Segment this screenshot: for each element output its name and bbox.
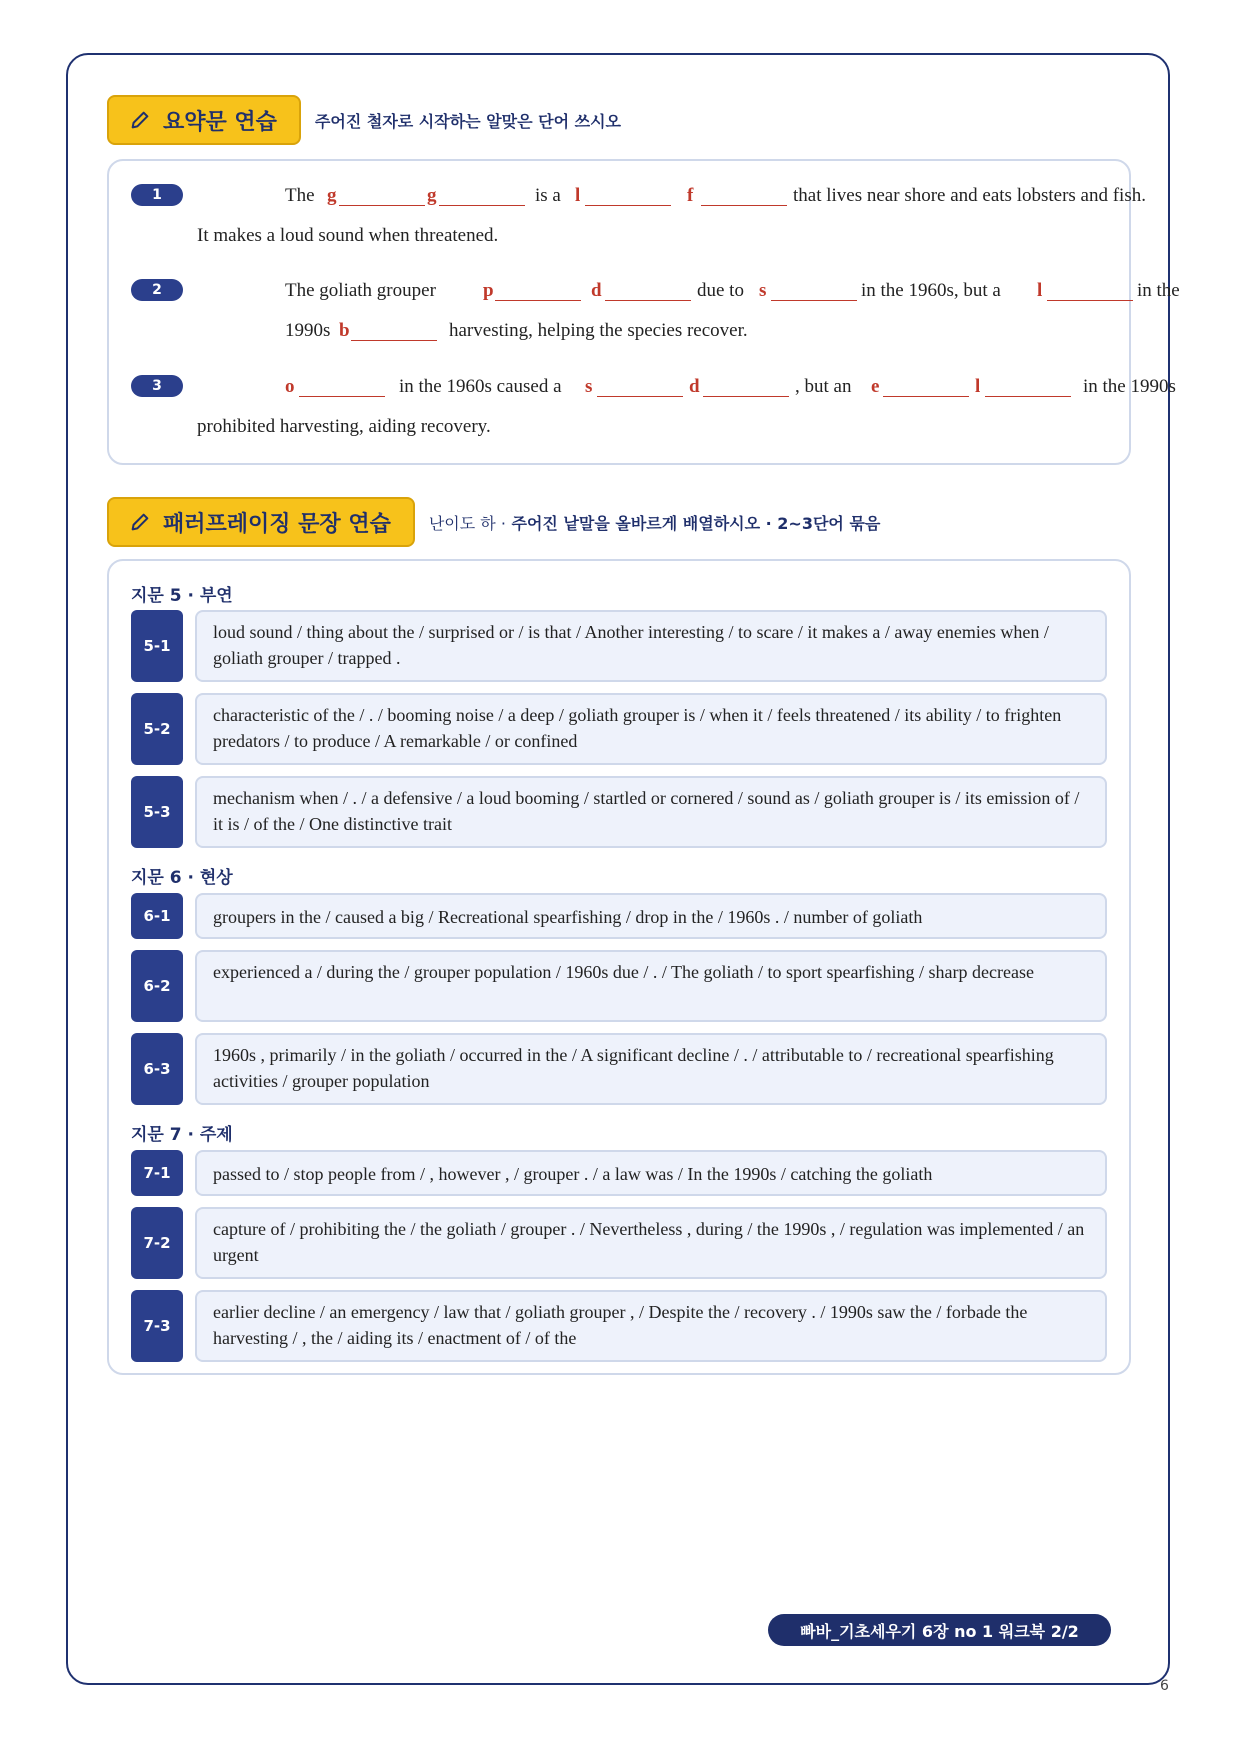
- paraphrase-row: [131, 1150, 1107, 1196]
- row-number: 7-2: [131, 1207, 183, 1279]
- pencil-icon: [129, 109, 151, 131]
- hint-letter: f: [687, 185, 694, 206]
- answer-blank[interactable]: [883, 376, 969, 397]
- summary-title: 요약문 연습: [163, 109, 277, 135]
- paraphrase-row: [131, 950, 1107, 1022]
- hint-letter: d: [689, 376, 700, 397]
- summary-header: [107, 95, 621, 145]
- answer-blank[interactable]: [771, 280, 857, 301]
- paraphrase-row: [131, 1207, 1107, 1279]
- paraphrase-header: [107, 497, 880, 547]
- text: in the 1960s caused a: [399, 376, 562, 397]
- instruction-text: 주어진 낱말을 올바르게 배열하시오 · 2~3단어 묶음: [511, 513, 881, 533]
- row-number: 7-1: [131, 1150, 183, 1196]
- hint-letter: e: [871, 376, 880, 397]
- word-chunks: passed to / stop people from / , however , / grouper . / a law was / In the 1990s / catching the goliath: [195, 1150, 1107, 1196]
- answer-blank[interactable]: [701, 185, 787, 206]
- text: is a: [535, 185, 561, 206]
- text: prohibited harvesting, aiding recovery.: [197, 416, 491, 437]
- paraphrase-instruction: [429, 511, 881, 534]
- page-number: 6: [1160, 1678, 1169, 1694]
- answer-blank[interactable]: [703, 376, 789, 397]
- text: in the: [1137, 280, 1180, 301]
- answer-blank[interactable]: [351, 320, 437, 341]
- summary-item-1: [131, 185, 1146, 255]
- row-number: 5-3: [131, 776, 183, 848]
- word-chunks: groupers in the / caused a big / Recreational spearfishing / drop in the / 1960s . / number of goliath: [195, 893, 1107, 939]
- hint-letter: l: [575, 185, 581, 206]
- summary-number: 3: [131, 375, 183, 397]
- text: 1990s: [285, 320, 331, 341]
- word-chunks: characteristic of the / . / booming noise / a deep / goliath grouper is / when it / feels threatened / its ability / to frighten predators / to produce / A remarkable / or confined: [195, 693, 1107, 765]
- text: in the 1990s: [1083, 376, 1176, 397]
- answer-blank[interactable]: [439, 185, 525, 206]
- difficulty-label: 난이도 하 ·: [428, 513, 506, 533]
- word-chunks: experienced a / during the / grouper population / 1960s due / . / The goliath / to sport spearfishing / sharp decrease: [195, 950, 1107, 1022]
- footer-label: 빠바_기초세우기 6장 no 1 워크북 2/2: [768, 1614, 1111, 1646]
- answer-blank[interactable]: [585, 185, 671, 206]
- summary-number: 1: [131, 184, 183, 206]
- row-number: 5-1: [131, 610, 183, 682]
- hint-letter: l: [1037, 280, 1043, 301]
- hint-letter: b: [339, 320, 350, 341]
- text: , but an: [795, 376, 852, 397]
- paraphrase-box: [107, 559, 1131, 1375]
- text: harvesting, helping the species recover.: [449, 320, 748, 341]
- summary-item-3: [131, 376, 1176, 446]
- answer-blank[interactable]: [605, 280, 691, 301]
- row-number: 6-3: [131, 1033, 183, 1105]
- hint-letter: p: [483, 280, 494, 301]
- summary-instruction: 주어진 철자로 시작하는 알맞은 단어 쓰시오: [314, 111, 621, 131]
- text: in the 1960s, but a: [861, 280, 1001, 301]
- pencil-icon: [129, 511, 151, 533]
- word-chunks: mechanism when / . / a defensive / a loud booming / startled or cornered / sound as / goliath grouper is / its emission of / it is / of the / One distinctive trait: [195, 776, 1107, 848]
- text: that lives near shore and eats lobsters and fish.: [793, 185, 1146, 206]
- hint-letter: s: [585, 376, 593, 397]
- hint-letter: s: [759, 280, 767, 301]
- hint-letter: g: [327, 185, 337, 206]
- hint-letter: o: [285, 376, 295, 397]
- hint-letter: l: [975, 376, 981, 397]
- paraphrase-title-tag: [107, 497, 415, 547]
- summary-title-tag: [107, 95, 301, 145]
- passage-heading: 지문 7 · 주제: [131, 1125, 233, 1145]
- hint-letter: g: [427, 185, 437, 206]
- answer-blank[interactable]: [597, 376, 683, 397]
- answer-blank[interactable]: [299, 376, 385, 397]
- text: due to: [697, 280, 744, 301]
- row-number: 6-1: [131, 893, 183, 939]
- answer-blank[interactable]: [985, 376, 1071, 397]
- word-chunks: earlier decline / an emergency / law that / goliath grouper , / Despite the / recovery . / 1990s saw the / forbade the harvesting / , the / aiding its / enactment of / of the: [195, 1290, 1107, 1362]
- paraphrase-title: 패러프레이징 문장 연습: [163, 511, 391, 537]
- text: It makes a loud sound when threatened.: [197, 225, 499, 246]
- text: The: [285, 185, 315, 206]
- paraphrase-row: [131, 693, 1107, 765]
- paraphrase-row: [131, 776, 1107, 848]
- paraphrase-row: [131, 610, 1107, 682]
- passage-heading: 지문 5 · 부연: [131, 586, 233, 606]
- row-number: 5-2: [131, 693, 183, 765]
- word-chunks: loud sound / thing about the / surprised or / is that / Another interesting / to scare / it makes a / away enemies when / goliath grouper / trapped .: [195, 610, 1107, 682]
- word-chunks: 1960s , primarily / in the goliath / occurred in the / A significant decline / . / attributable to / recreational spearfishing activities / grouper population: [195, 1033, 1107, 1105]
- hint-letter: d: [591, 280, 602, 301]
- paraphrase-row: [131, 1290, 1107, 1362]
- row-number: 6-2: [131, 950, 183, 1022]
- row-number: 7-3: [131, 1290, 183, 1362]
- answer-blank[interactable]: [495, 280, 581, 301]
- text: The goliath grouper: [285, 280, 436, 301]
- passage-heading: 지문 6 · 현상: [131, 868, 233, 888]
- summary-box: [107, 159, 1180, 465]
- paraphrase-row: [131, 893, 1107, 939]
- word-chunks: capture of / prohibiting the / the goliath / grouper . / Nevertheless , during / the 1990s , / regulation was implemented / an urgent: [195, 1207, 1107, 1279]
- summary-number: 2: [131, 279, 183, 301]
- paraphrase-row: [131, 1033, 1107, 1105]
- answer-blank[interactable]: [1047, 280, 1133, 301]
- summary-item-2: [131, 280, 1180, 350]
- answer-blank[interactable]: [339, 185, 425, 206]
